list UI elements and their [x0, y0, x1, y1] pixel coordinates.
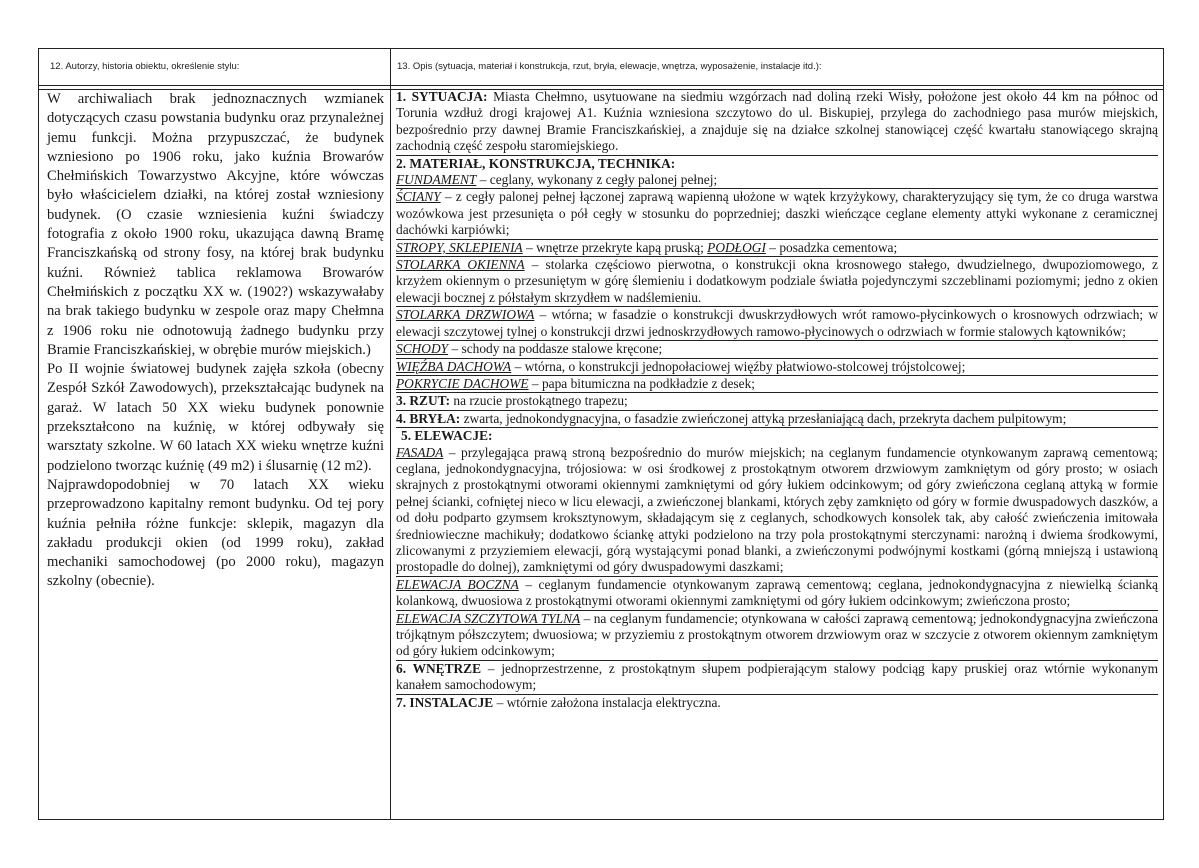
stolarka-drzwiowa-label: STOLARKA DRZWIOWA [396, 307, 535, 323]
section-bryla [396, 411, 1158, 428]
item-fasada [396, 445, 1158, 577]
sciany-label: ŚCIANY [396, 189, 441, 205]
section-rzut [396, 393, 1158, 410]
elewacja-tylna-text: – na ceglanym fundamencie; otynkowana w całości zaprawą cementową; jednokondygnacyjna zwieńczona trójkątnym półszczytem; dwuosiowa; w przyziemiu z prostokątnym otworem drzwiowym oraz w szczycie z otworem okiennym zamkniętym od góry łukiem odcinkowym; [396, 610, 1158, 659]
fasada-text: – przylegająca prawą stroną bezpośrednio do murów miejskich; na ceglanym fundamencie otynkowanym zaprawą cementową; ceglana, jednokondygnacyjna, trójosiowa: w osi środkowej z prostokątnym otworem drzwiowym zamkniętym od góry prosto; w osiach skrajnych z prostokątnymi otworami okiennymi zamkniętymi od góry łukiem odcinkowym; od góry zwieńczona ceglaną attyką w formie pełnej ścianki, cofniętej nieco w licu elewacji, a zwieńczonej blankami, których zęby zamknięto od góry w formie dwuspadowych daszków, a od dołu podparto gzymsem kroksztynowym, składającym się z ceglanych, schodkowych konsolek tak, aby całość zwieńczenia imitowała średniowieczne machikuły; dodatkowo ściankę attyki podzielono na trzy pola prostokątnymi sterczynami: narożną i dwiema środkowymi, zlicowanymi z przyziemiem elewacji, górą wystającymi ponad blanki, a zwieńczonymi podwójnymi kostkami (górną mniejszą i ustawioną prostopadle do dolnej), zamkniętymi od góry dwuspadowymi daszkami; [396, 444, 1158, 575]
stolarka-drzwiowa-text: – wtórna; w fasadzie o konstrukcji dwuskrzydłowych wrót ramowo-płycinkowych o krosnowych odrzwiach; w elewacji szczytowej tylnej o konstrukcji drzwi jednoskrzydłowych ramowo-płycinowych o odrzwiach w formie stalowych kątowników; [396, 307, 1158, 339]
fasada-label: FASADA [396, 444, 444, 460]
podlogi-label: PODŁOGI [707, 239, 766, 255]
section-instalacje [396, 695, 1158, 711]
section-situation [396, 89, 1158, 156]
elewacja-boczna-text: – ceglanym fundamencie otynkowanym zaprawą cementową; ceglana, jednokondygnacyjna z niewielką ścianką kolankową, dwuosiowa z prostokątnymi otworami okiennymi zamkniętymi od góry łukiem odcinkowym; zwieńczona prosto; [396, 576, 1158, 609]
material-heading-text: 2. MATERIAŁ, KONSTRUKCJA, TECHNIKA: [396, 155, 676, 171]
bryla-heading: 4. BRYŁA: [396, 410, 461, 426]
item-schody [396, 341, 1158, 358]
schody-text: – schody na poddasze stalowe kręcone; [448, 341, 663, 357]
description-column [396, 89, 1158, 711]
header-authors: 12. Autorzy, historia obiektu, określenie stylu: [50, 61, 240, 72]
rzut-heading: 3. RZUT: [396, 393, 451, 409]
history-column [47, 90, 384, 592]
item-elewacja-boczna [396, 577, 1158, 611]
header-divider [39, 85, 1163, 86]
elewacja-boczna-label: ELEWACJA BOCZNA [396, 576, 519, 592]
section-material-heading [396, 156, 1158, 172]
stropy-label: STROPY, SKLEPIENIA [396, 239, 523, 255]
bryla-text: zwarta, jednokondygnacyjna, o fasadzie zwieńczonej attyką przesłaniającą dach, przekryta dachem pulpitowym; [460, 410, 1067, 426]
podlogi-text: – posadzka cementowa; [765, 239, 898, 255]
item-fundament [396, 172, 1158, 189]
pokrycie-text: – papa bitumiczna na podkładzie z desek; [528, 375, 755, 391]
fundament-text: – ceglany, wykonany z cegły palonej pełnej; [476, 172, 718, 188]
section-wnetrze [396, 661, 1158, 695]
schody-label: SCHODY [396, 341, 449, 357]
wiezba-text: – wtórna, o konstrukcji jednopołaciowej więźby płatwiowo-stolcowej trójstolcowej; [511, 358, 966, 374]
history-paragraph-1: W archiwaliach brak jednoznacznych wzmianek dotyczących czasu powstania budynku oraz przynależnej jemu funkcji. Można przypuszczać, że budynek wzniesiono po 1906 roku, jako kuźnia Browarów Chełmińskich Towarzystwo Akcyjne, które wówczas było właścicielem działki, na której został wzniesiony budynek. (O czasie wzniesienia kuźni świadczy fotografia z około 1900 roku, ukazująca dawną Bramę Franciszkańską od strony fosy, na której brak budynku kuźni. Również tablica reklamowa Browarów Chełmińskich z początku XX w. (1902?) wskazywałaby na brak takiego budynku w zespole oraz mapy Chełmna z 1906 roku nie odnotowują żadnego budynku przy Bramie Franciszkańskiej, w obrębie murów miejskich.) [47, 91, 384, 358]
fundament-label: FUNDAMENT [396, 172, 477, 188]
section-elewacje-heading [396, 428, 1158, 444]
header-description: 13. Opis (sytuacja, materiał i konstrukcja, rzut, bryła, elewacje, wnętrza, wyposażenie, instalacje itd.): [397, 61, 822, 72]
rzut-text: na rzucie prostokątnego trapezu; [450, 393, 628, 409]
stolarka-okienna-label: STOLARKA OKIENNA [396, 257, 525, 273]
form-table [38, 48, 1164, 820]
item-elewacja-tylna [396, 611, 1158, 661]
wiezba-label: WIĘŹBA DACHOWA [396, 358, 512, 374]
history-paragraph-2: Po II wojnie światowej budynek zajęła szkoła (obecny Zespół Szkół Zawodowych), przekształcając budynek na garaż. W latach 50 XX wieku budynek ponownie przekształcono na kuźnię, w której odbywały się warsztaty szkolne. W 60 latach XX wieku wnętrze kuźni podzielono tworząc kuźnię (49 m2) i ślusarnię (12 m2). [47, 361, 384, 474]
elewacje-heading-text: 5. ELEWACJE: [401, 428, 493, 444]
item-sciany [396, 189, 1158, 239]
stropy-text: – wnętrze przekryte kapą pruską; [522, 239, 708, 255]
elewacja-tylna-label: ELEWACJA SZCZYTOWA TYLNA [396, 610, 581, 626]
instalacje-text: – wtórnie założona instalacja elektryczna. [493, 694, 721, 710]
column-divider [390, 49, 391, 819]
stolarka-okienna-text: – stolarka częściowo pierwotna, o konstrukcji okna krosnowego stałego, dwudzielnego, dwupoziomowego, z krzyżem okiennym o przesuniętym w górę ślemieniu i dodatkowym podziale światła pojedynczymi szczeblinami poziomymi; jedno z okien elewacji bocznej z półstałym skrzydłem w nadślemieniu. [396, 257, 1158, 305]
instalacje-heading: 7. INSTALACJE [396, 694, 494, 710]
item-stolarka-okienna [396, 257, 1158, 307]
section-situation-heading: 1. SYTUACJA: [396, 89, 488, 104]
history-paragraph-3: Najprawdopodobniej w 70 latach XX wieku przeprowadzono kapitalny remont budynku. Od tej pory kuźnia pełniła różne funkcje: sklepik, magazyn dla zakładu produkcji okien (od 1999 roku), zakład mechaniki samochodowej (po 2000 roku), magazyn szkolny (obecnie). [47, 476, 384, 590]
item-stolarka-drzwiowa [396, 307, 1158, 341]
sciany-text: – z cegły palonej pełnej łączonej zaprawą wapienną ułożone w wątek krzyżykowy, charakteryzujący się tym, że co druga warstwa wozówkowa jest przesunięta o pół cegły w stosunku do poprzedniej; daszki wieńczące ceglane elementy attyki wykonane z ceramicznej dachówki karpiówki; [396, 189, 1158, 238]
item-pokrycie [396, 376, 1158, 393]
wnetrze-heading: 6. WNĘTRZE [396, 660, 482, 676]
section-situation-text: Miasta Chełmno, usytuowane na siedmiu wzgórzach nad doliną rzeki Wisły, położone jest około 44 km na północ od Torunia wzdłuż drogi krajowej A1. Kuźnia wzniesiona szczytowo do ul. Biskupiej, przylega do zachodniego pasa murów miejskich, bezpośrednio przy dawnej Bramie Franciszkańskiej, a znajduje się na działce szkolnej stanowiącej część kwartału stanowiącego skrajną zachodnią część zespołu staromiejskiego. [396, 89, 1158, 154]
wnetrze-text: – jednoprzestrzenne, z prostokątnym słupem podpierającym stalowy podciąg kapy pruskiej oraz wtórnie wykonanym kanałem samochodowym; [396, 660, 1158, 693]
item-wiezba [396, 359, 1158, 376]
pokrycie-label: POKRYCIE DACHOWE [396, 375, 529, 391]
item-stropy [396, 240, 1158, 257]
